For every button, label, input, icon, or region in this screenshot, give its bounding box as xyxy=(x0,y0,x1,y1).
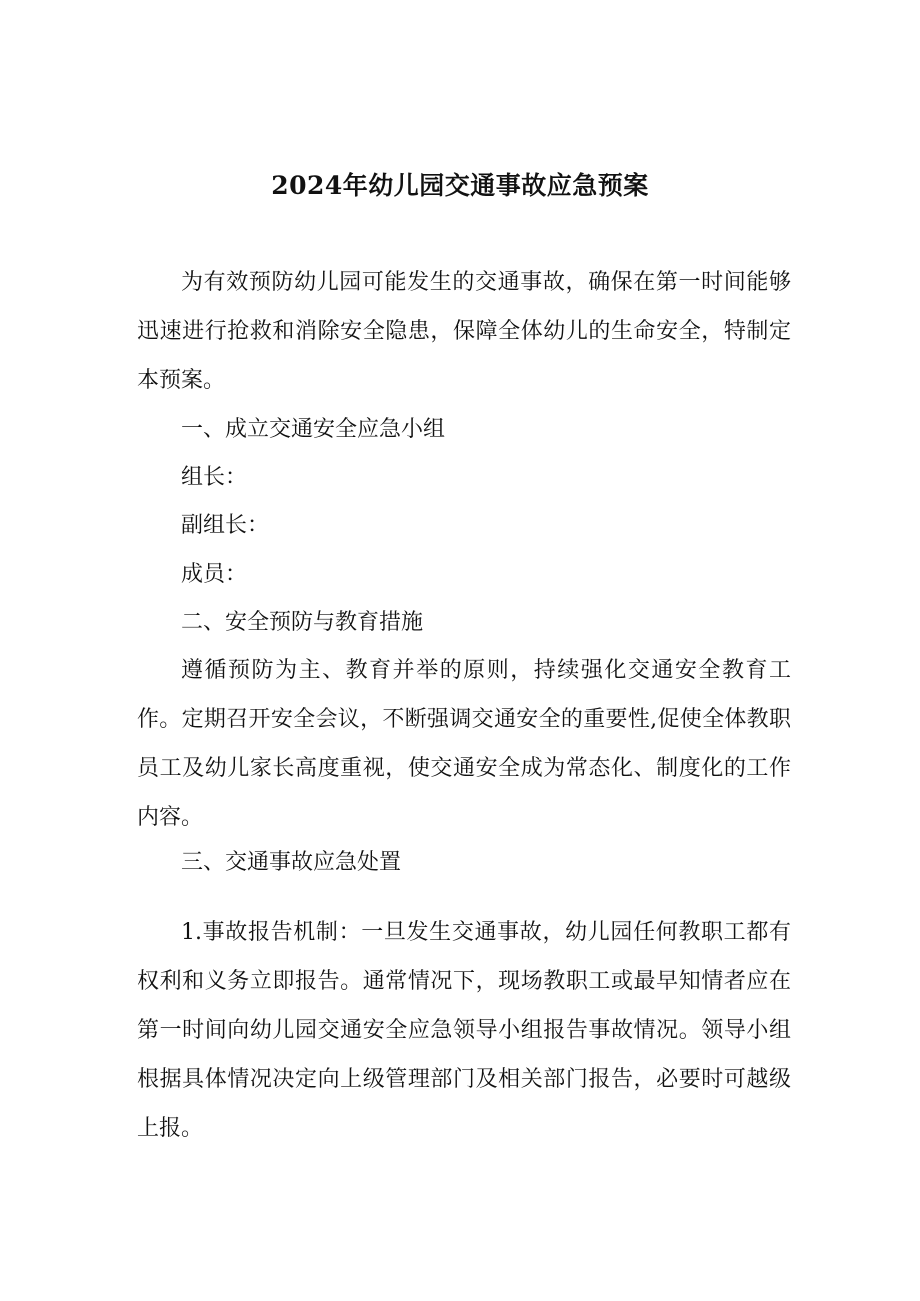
section-2-paragraph: 遵循预防为主、教育并举的原则，持续强化交通安全教育工作。定期召开安全会议，不断强调交通安全的重要性,促使全体教职员工及幼儿家长高度重视，使交通安全成为常态化、制度化的工作内容。 xyxy=(137,658,791,830)
section-3-item-1-paragraph: 1.事故报告机制：一旦发生交通事故，幼儿园任何教职工都有权利和义务立即报告。通常情况下，现场教职工或最早知情者应在第一时间向幼儿园交通安全应急领导小组报告事故情况。领导小组根据具体情况决定向上级管理部门及相关部门报告，必要时可越级上报。 xyxy=(137,920,791,1141)
deputy-leader-label: 副组长： xyxy=(181,513,270,538)
document-title: 2024年幼儿园交通事故应急预案 xyxy=(271,171,649,200)
section-2-heading: 二、安全预防与教育措施 xyxy=(181,610,424,635)
intro-paragraph: 为有效预防幼儿园可能发生的交通事故，确保在第一时间能够迅速进行抢救和消除安全隐患，保障全体幼儿的生命安全，特制定本预案。 xyxy=(137,270,791,393)
leader-label: 组长： xyxy=(181,465,248,490)
section-3-heading: 三、交通事故应急处置 xyxy=(181,850,402,875)
members-label: 成员： xyxy=(181,562,248,587)
section-1-heading: 一、成立交通安全应急小组 xyxy=(181,417,446,442)
